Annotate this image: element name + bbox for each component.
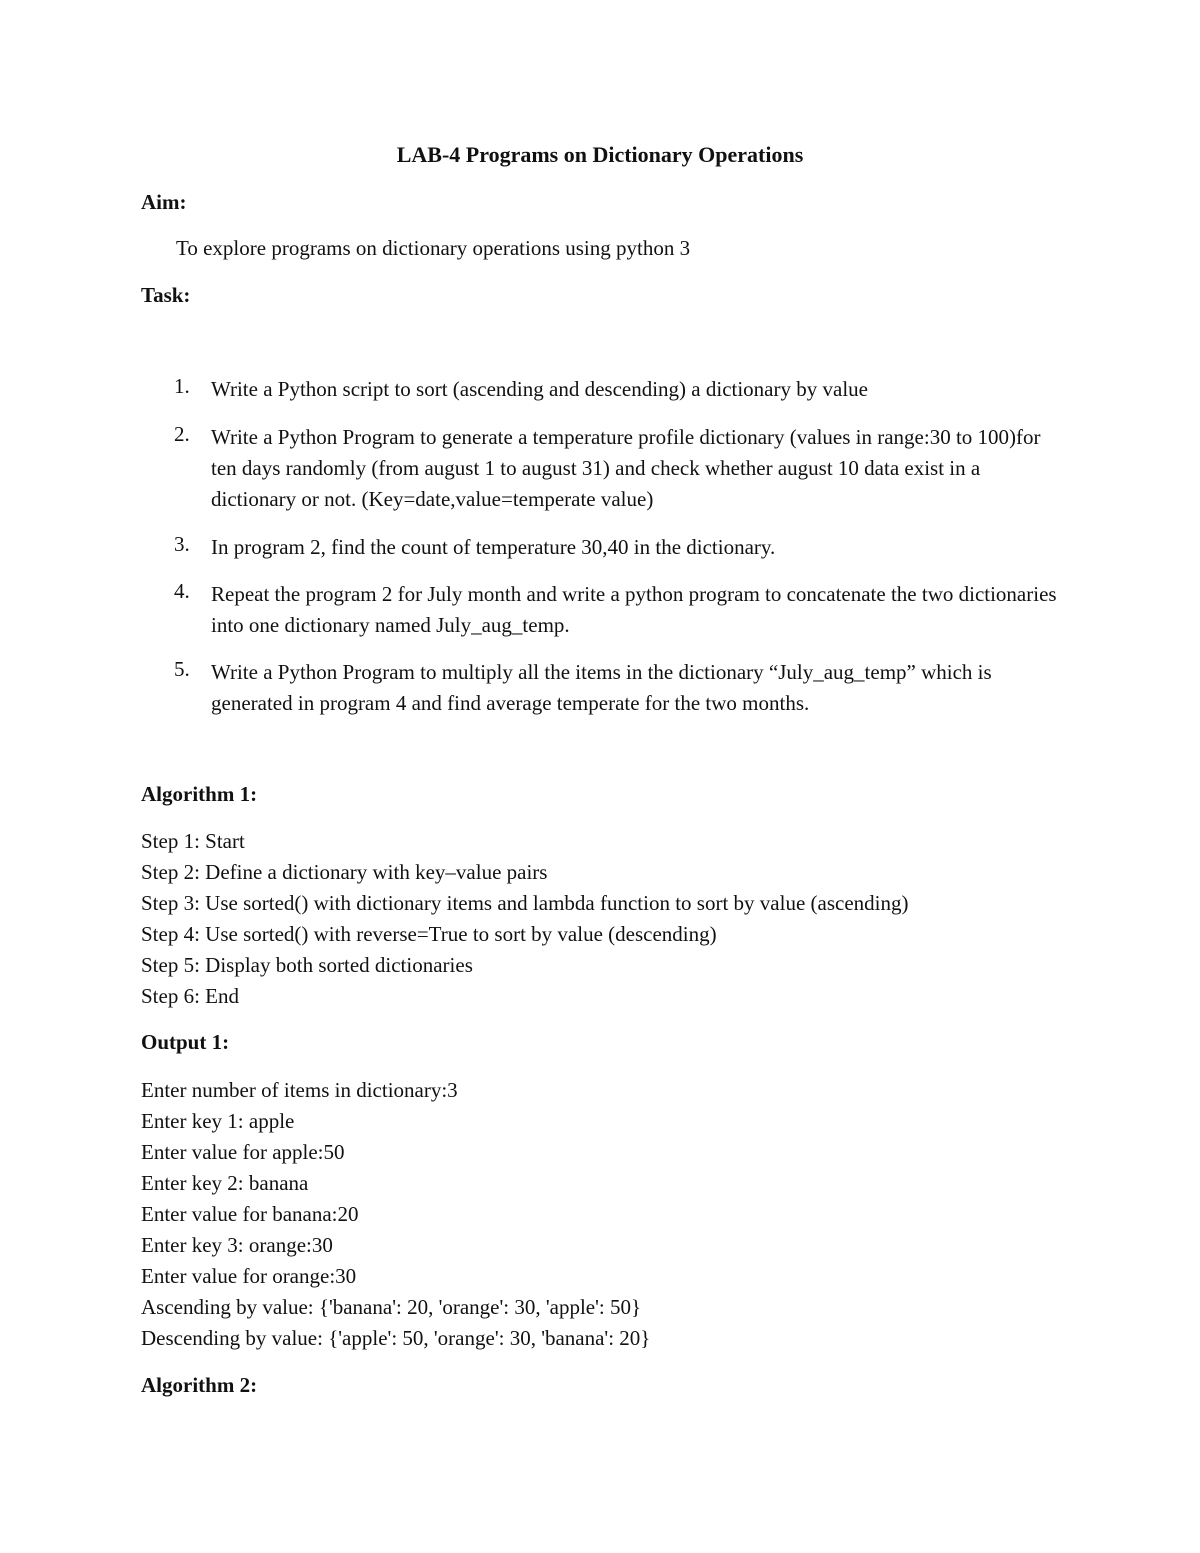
task-heading: Task: xyxy=(141,283,191,307)
output-1-lines xyxy=(141,1075,650,1354)
task-number: 4. xyxy=(174,579,190,603)
output-line: Enter value for banana:20 xyxy=(141,1202,359,1226)
task-text: Repeat the program 2 for July month and write a python program to concatenate the two dictionaries into one dictionary named July_aug_temp. xyxy=(211,582,1057,637)
algorithm-1-steps xyxy=(141,826,908,1012)
output-line: Enter key 3: orange:30 xyxy=(141,1233,333,1257)
algorithm-step: Step 6: End xyxy=(141,984,239,1008)
aim-text: To explore programs on dictionary operations using python 3 xyxy=(176,236,691,260)
task-number: 3. xyxy=(174,532,190,556)
algorithm-step: Step 4: Use sorted() with reverse=True to sort by value (descending) xyxy=(141,922,717,946)
output-line: Enter key 2: banana xyxy=(141,1171,309,1195)
task-number: 5. xyxy=(174,657,190,681)
task-text: In program 2, find the count of temperature 30,40 in the dictionary. xyxy=(211,535,776,559)
algorithm-step: Step 5: Display both sorted dictionaries xyxy=(141,953,473,977)
algorithm-2-heading: Algorithm 2: xyxy=(141,1373,258,1397)
output-1-heading: Output 1: xyxy=(141,1030,230,1054)
task-number: 1. xyxy=(174,374,190,398)
output-line: Enter number of items in dictionary:3 xyxy=(141,1078,458,1102)
task-text: Write a Python Program to generate a temperature profile dictionary (values in range:30 to 100)for ten days randomly (from august 1 to august 31) and check whether august 10 data exist in a dictionary or not. (Key=date,value=temperate value) xyxy=(211,425,1041,511)
output-line: Enter value for orange:30 xyxy=(141,1264,357,1288)
aim-heading: Aim: xyxy=(141,190,187,214)
page-title: LAB-4 Programs on Dictionary Operations xyxy=(396,142,804,167)
algorithm-1-heading: Algorithm 1: xyxy=(141,782,258,806)
output-line: Enter key 1: apple xyxy=(141,1109,295,1133)
output-line: Enter value for apple:50 xyxy=(141,1140,345,1164)
algorithm-step: Step 3: Use sorted() with dictionary items and lambda function to sort by value (ascending) xyxy=(141,891,909,915)
algorithm-step: Step 2: Define a dictionary with key–value pairs xyxy=(141,860,548,884)
task-text: Write a Python Program to multiply all the items in the dictionary “July_aug_temp” which is generated in program 4 and find average temperate for the two months. xyxy=(211,660,992,715)
output-line: Ascending by value: {'banana': 20, 'orange': 30, 'apple': 50} xyxy=(141,1295,642,1319)
algorithm-step: Step 1: Start xyxy=(141,829,245,853)
task-number: 2. xyxy=(174,422,190,446)
output-line: Descending by value: {'apple': 50, 'orange': 30, 'banana': 20} xyxy=(141,1326,651,1350)
task-text: Write a Python script to sort (ascending and descending) a dictionary by value xyxy=(211,377,868,401)
